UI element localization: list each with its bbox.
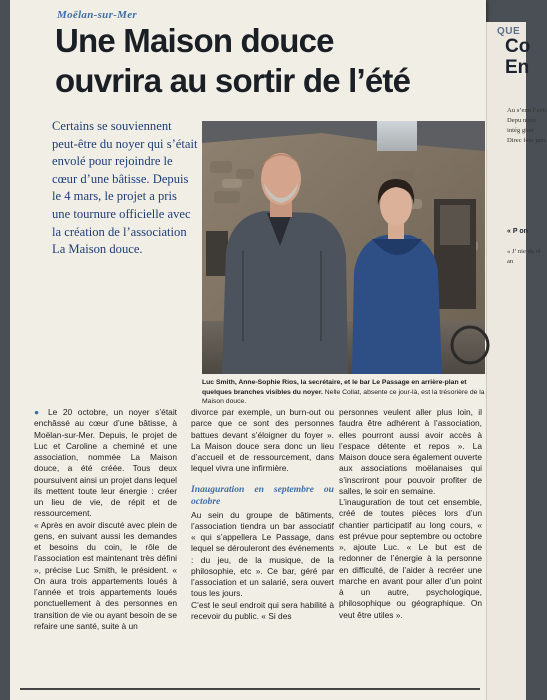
adjacent-page-text-2: « J’ nie da ré an [507,248,541,265]
adjacent-page-text: Au s’enn l’acti Depu nouv intég giair Direc fem jam [507,107,547,144]
caption-credit: Nelle Collat, absente ce jour-là, est la trésorière de la Maison douce. [202,388,485,406]
article-kicker: Moëlan-sur-Mer [57,9,137,21]
col2-paragraph-2: Au sein du groupe de bâtiments, l’association tiendra un bar associatif « qui s’appellera Le Passage, dans lequel se dérouleront des événements : du jeu, de la musique, de la philosophie, etc ». Ce bar, géré par l’association et un salarié, sera ouvert tous les jours. [191,509,334,599]
article-headline [55,21,475,101]
article-lede: Certains se souviennent peut-être du noyer qui s’était envolé pour rejoindre le cœur d’une bâtisse. Depuis le 4 mars, le projet a pris une tournure officielle avec la création de l’association La Maison douce. [52,119,198,257]
article-photo [202,121,485,374]
photo-illustration [202,121,485,374]
adjacent-page-label: QUE [497,26,521,37]
adjacent-page-headline: Co En [505,36,531,78]
bottom-rule [20,688,480,690]
adjacent-page [486,22,547,700]
article-subheading: Inauguration en septembre ou octobre [191,483,334,507]
col1-paragraph-1: Le 20 octobre, un noyer s’était enchâssé au cœur d’une bâtisse, à Moëlan-sur-Mer. Depuis, le projet de Luc et Caroline a cheminé et une association, nommée La Maison douce, a été créée. Tous deux poursuivent ainsi un projet dans lequel ils mettent toute leur énergie : créer un lieu de vie, de répit et de ressourcement. [34,407,178,519]
adjacent-page-subhead: « P on [507,228,528,235]
photo-caption [202,378,485,407]
col2-paragraph-1: divorce par exemple, un burn-out ou parce que ce sont des personnes battues devant s’éloigner du foyer ». La Maison douce sera donc un lieu d’accueil et de ressourcement, dans lequel vivra une infirmière. [191,407,334,474]
article-column-1 [34,407,177,632]
headline-line-1: Une Maison douce [55,22,334,59]
bullet-icon: ● [34,407,43,417]
col1-paragraph-2: « Après en avoir discuté avec plein de gens, en suivant aussi les demandes et besoins du coin, le rôle de l’association est maintenant très défini », précise Luc Smith, le président. « On aura trois appartements loués à l’année et trois appartements loués ponctuellement à des personnes en transition de vie ou ayant besoin de se refaire une santé, suite à un [34,519,177,631]
col3-paragraph-1: personnes veulent aller plus loin, il faudra être adhérent à l’association, elles pourront aussi avoir accès à l’espace détente et repos ». La Maison douce sera également ouverte aux associations moëlanaises qui s’inscriront pour pouvoir profiter de salles, le soir en semaine. [339,407,482,496]
col3-paragraph-2: L’inauguration de tout cet ensemble, créé de toutes pièces lors d’un chantier participatif au long cours, « est prévue pour septembre ou octobre », ajoute Luc. « Le but est de redonner de l’énergie à la personne en difficulté, de l’aider à recréer une marche en avant pour aller d’un point à un autre, psychologique, philosophique ou géographique. On veut être utiles ». [339,497,482,620]
col2-paragraph-3: C’est le seul endroit qui sera habilité à recevoir du public. « Si des [191,599,334,621]
caption-main: Luc Smith, Anne-Sophie Rios, la secrétaire, et le bar Le Passage en arrière-plan et quelques branches visibles du noyer. [202,379,467,396]
headline-line-2: ouvrira au sortir de l’été [55,62,411,99]
article-column-2 [191,407,334,622]
article-column-3 [339,407,482,621]
